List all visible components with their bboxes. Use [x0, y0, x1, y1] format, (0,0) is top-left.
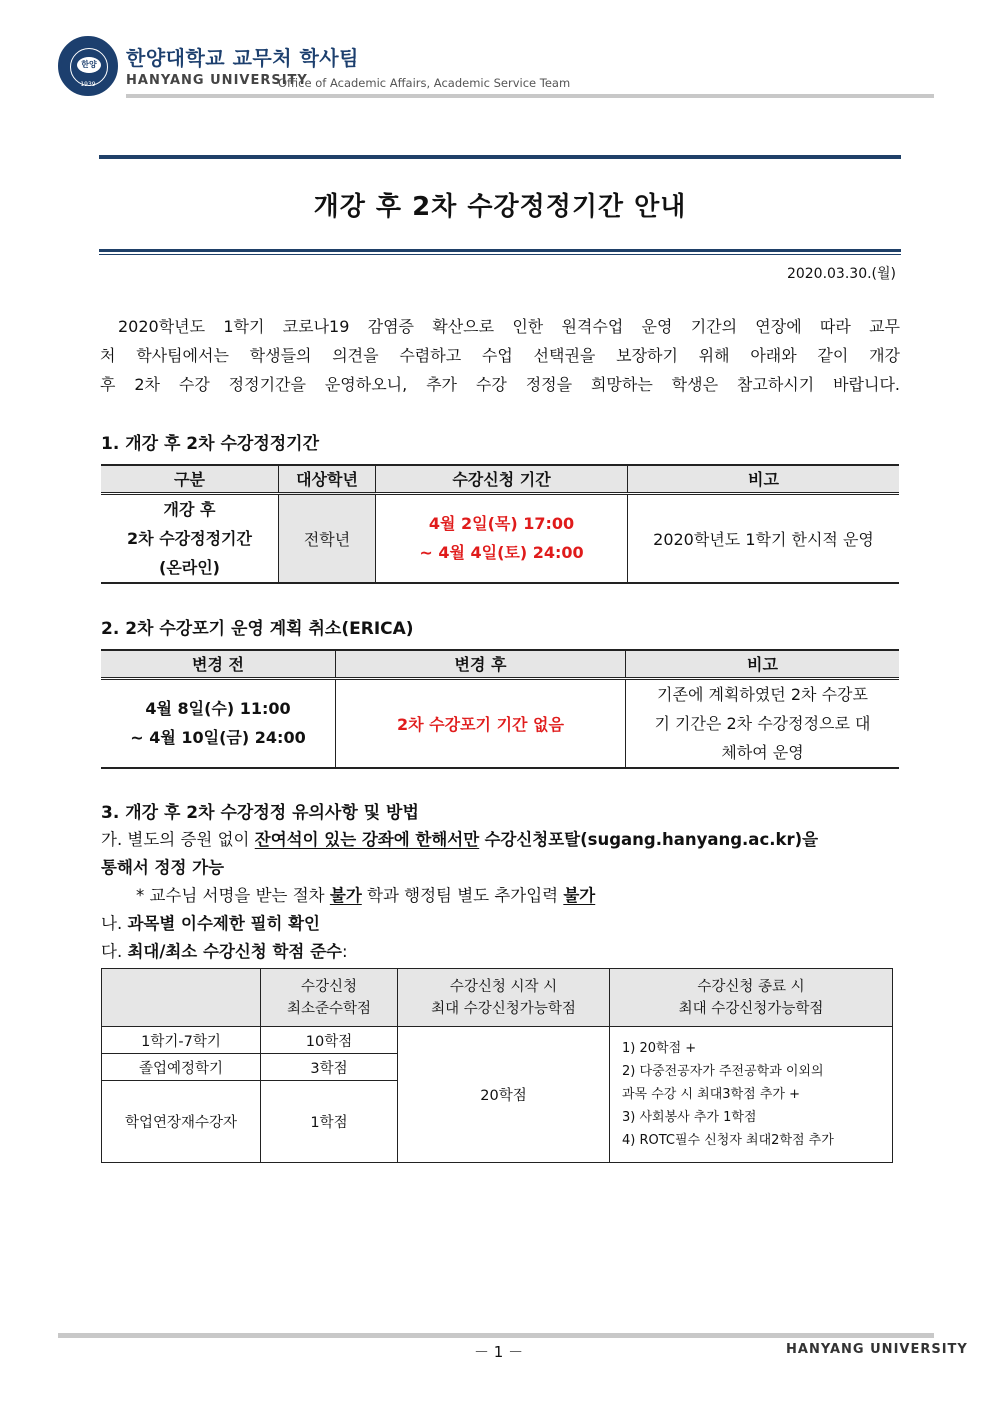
footer-divider [58, 1333, 934, 1338]
star-note-emph-2: 불가 [563, 886, 596, 905]
credit-row-label: 졸업예정학기 [102, 1054, 261, 1081]
section-2-table [101, 649, 899, 769]
item-c-prefix: 다. [101, 942, 128, 961]
title-top-bar [99, 155, 901, 159]
note-line-2: 기 기간은 2차 수강정정으로 대 [654, 713, 871, 733]
before-end: ~ 4월 10일(금) 24:00 [130, 728, 306, 748]
category-line-1: 개강 후 [163, 499, 216, 519]
university-seal-icon [58, 36, 118, 96]
credit-col-min-line-1: 수강신청 [300, 978, 358, 995]
page-number: － 1 － [474, 1343, 524, 1361]
section-1-table [101, 464, 899, 584]
star-note-emph-1: 불가 [329, 886, 362, 905]
col-before: 변경 전 [101, 650, 336, 678]
credit-table [101, 968, 893, 1163]
header-english-name: HANYANG UNIVERSITY [126, 73, 308, 88]
before-start: 4월 8일(수) 11:00 [145, 699, 291, 719]
end-note-3: 과목 수강 시 최대3학점 추가 + [622, 1087, 800, 1102]
row-category [101, 493, 279, 583]
credit-col-end-line-1: 수강신청 종료 시 [697, 978, 805, 995]
end-note-4: 3) 사회봉사 추가 1학점 [622, 1110, 757, 1125]
intro-paragraph [100, 312, 900, 399]
section-2-heading: 2. 2차 수강포기 운영 계획 취소(ERICA) [101, 619, 414, 639]
period-start: 4월 2일(목) 17:00 [428, 514, 575, 534]
item-c [101, 938, 348, 962]
row-after: 2차 수강포기 기간 없음 [336, 678, 626, 768]
row-before [101, 678, 336, 768]
credit-col-min-line-2: 최소준수학점 [286, 1000, 372, 1017]
item-c-suffix: : [341, 942, 348, 961]
credit-col-start-max [398, 969, 610, 1027]
item-a-emphasis: 잔여석이 있는 강좌에 한해서만 [254, 830, 480, 849]
credit-row-min: 3학점 [261, 1054, 398, 1081]
row-note: 2020학년도 1학기 한시적 운영 [653, 529, 874, 549]
note-line-3: 체하여 운영 [721, 742, 804, 762]
credit-start-max: 20학점 [398, 1027, 610, 1163]
credit-row-label: 학업연장재수강자 [102, 1081, 261, 1163]
star-note-text-2: 학과 행정팀 별도 추가입력 [361, 886, 564, 905]
credit-col-start-line-2: 최대 수강신청가능학점 [431, 1000, 576, 1017]
col-target: 대상학년 [279, 465, 376, 493]
col-category: 구분 [101, 465, 279, 493]
period-end: ~ 4월 4일(토) 24:00 [419, 543, 584, 563]
credit-row-min: 1학점 [261, 1081, 398, 1163]
section-1-heading: 1. 개강 후 2차 수강정정기간 [101, 434, 320, 454]
row-period [376, 493, 628, 583]
item-b-text: 과목별 이수제한 필히 확인 [127, 914, 320, 933]
footer-logo: HANYANG UNIVERSITY [786, 1342, 968, 1357]
seal-text: 한양 [77, 57, 101, 73]
item-a-prefix: 가. 별도의 증원 없이 [101, 830, 255, 849]
end-note-1: 1) 20학점 + [622, 1041, 697, 1056]
star-note [136, 882, 595, 906]
credit-col-empty [102, 969, 261, 1027]
row-note [626, 678, 900, 768]
credit-col-min [261, 969, 398, 1027]
credit-col-end-max [610, 969, 893, 1027]
header-korean-name: 한양대학교 교무처 학사팀 [126, 46, 359, 70]
intro-line-3: 후 2차 수강 정정기간을 운영하오니, 추가 수강 정정을 희망하는 학생은 참고하시기 바랍니다. [100, 375, 900, 394]
header-department: Office of Academic Affairs, Academic Service Team [278, 76, 571, 90]
item-a-line-1 [101, 826, 818, 850]
credit-end-notes [610, 1027, 893, 1163]
page-title: 개강 후 2차 수강정정기간 안내 [313, 192, 687, 222]
section-3-heading: 3. 개강 후 2차 수강정정 유의사항 및 방법 [101, 803, 419, 823]
credit-row-min: 10학점 [261, 1027, 398, 1054]
document-date: 2020.03.30.(월) [786, 266, 896, 282]
credit-row-label: 1학기-7학기 [102, 1027, 261, 1054]
title-bottom-bar-thin [99, 254, 901, 255]
end-note-5: 4) ROTC필수 신청자 최대2학점 추가 [622, 1133, 834, 1148]
seal-year: 1939 [80, 81, 96, 88]
intro-line-1: 2020학년도 1학기 코로나19 감염증 확산으로 인한 원격수업 운영 기간의 연장에 따라 교무 [118, 317, 900, 336]
category-line-2: 2차 수강정정기간 [127, 528, 252, 548]
end-note-2: 2) 다중전공자가 주전공학과 이외의 [622, 1064, 824, 1079]
item-a-line-2: 통해서 정정 가능 [101, 858, 225, 877]
item-b-prefix: 나. [101, 914, 128, 933]
intro-line-2: 처 학사팀에서는 학생들의 의견을 수렴하고 수업 선택권을 보장하기 위해 아래와 같이 개강 [100, 346, 900, 365]
col-note: 비고 [628, 465, 900, 493]
title-bottom-bar [99, 249, 901, 252]
credit-col-start-line-1: 수강신청 시작 시 [449, 978, 558, 995]
col-note: 비고 [626, 650, 900, 678]
row-target: 전학년 [279, 493, 376, 583]
category-line-3: (온라인) [159, 557, 220, 577]
note-line-1: 기존에 계획하였던 2차 수강포 [657, 684, 868, 704]
col-after: 변경 후 [336, 650, 626, 678]
star-note-text-1: * 교수님 서명을 받는 절차 [136, 886, 330, 905]
credit-col-end-line-2: 최대 수강신청가능학점 [678, 1000, 824, 1017]
header-divider [126, 94, 934, 98]
col-period: 수강신청 기간 [376, 465, 628, 493]
item-a-portal: 수강신청포탈(sugang.hanyang.ac.kr)을 [484, 830, 819, 849]
item-b [101, 910, 320, 934]
item-c-text: 최대/최소 수강신청 학점 준수 [127, 942, 342, 961]
